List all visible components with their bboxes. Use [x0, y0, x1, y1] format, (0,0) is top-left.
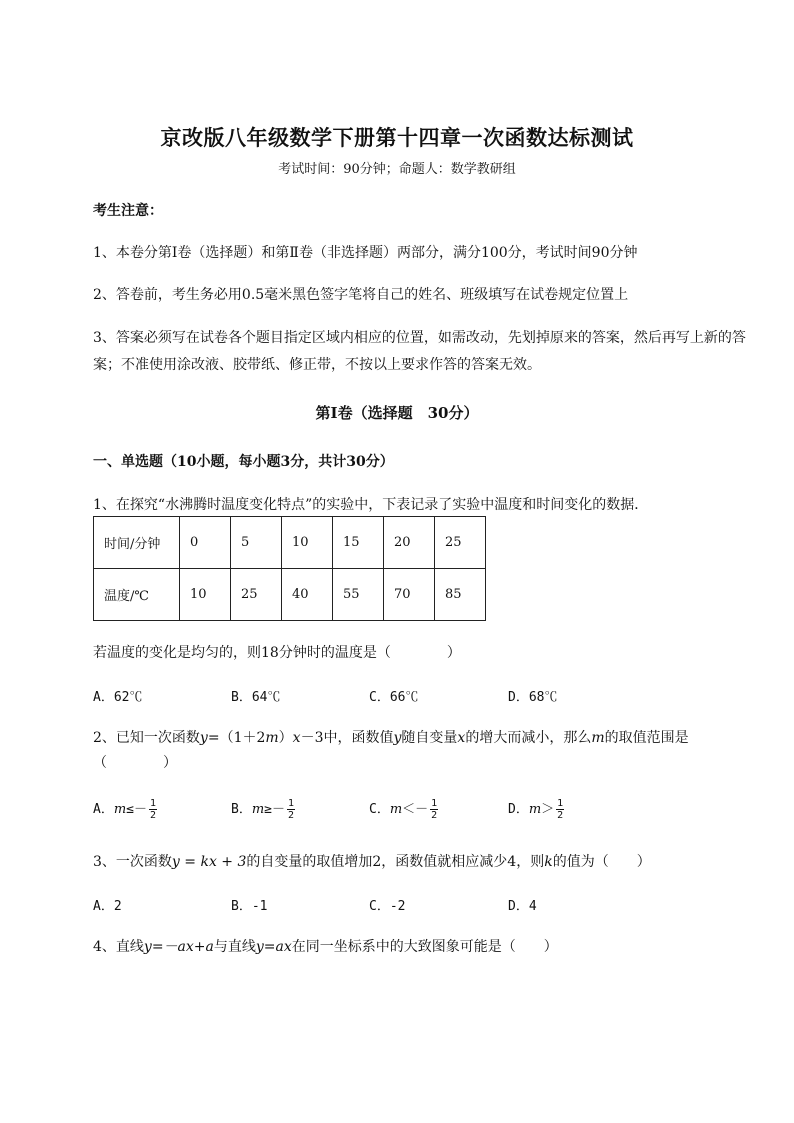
q2-option-b[interactable] [231, 798, 295, 821]
table-cell: 25 [435, 517, 486, 569]
q2-eq-end: －3中，函数值 [300, 730, 394, 746]
q3-stem [93, 851, 651, 871]
option-op: ≥－ [264, 802, 285, 817]
q2-var-x2: x [457, 730, 466, 746]
q3-option-a[interactable]: A．2 [93, 899, 122, 914]
fraction [556, 798, 564, 821]
q1-option-b[interactable]: B．64℃ [231, 690, 281, 705]
q2-suffix: 的取值范围是 [604, 730, 689, 746]
table-cell: 10 [180, 569, 231, 621]
option-op: ≤－ [126, 802, 147, 817]
q4-equation-2: y=ax [255, 939, 292, 955]
q2-prefix: 2、已知一次函数 [93, 730, 200, 746]
q2-var-y: y [199, 730, 208, 746]
section-title: 第I卷（选择题 30分） [315, 404, 479, 422]
fraction [287, 798, 295, 821]
q4-stem [93, 936, 558, 956]
option-var: m [113, 802, 127, 817]
fraction-den: 2 [287, 810, 295, 821]
table-cell: 时间/分钟 [94, 517, 180, 569]
fraction-num: 1 [557, 798, 564, 809]
q3-option-d[interactable]: D．4 [508, 899, 537, 914]
table-row-temp [94, 569, 486, 621]
q2-var-m: m [265, 730, 279, 746]
q3-option-c[interactable]: C．-2 [369, 899, 406, 914]
table-cell: 25 [231, 569, 282, 621]
table-cell: 40 [282, 569, 333, 621]
fraction-den: 2 [557, 810, 564, 821]
fraction-num: 1 [287, 798, 295, 809]
notice-item-1: 1、本卷分第I卷（选择题）和第Ⅱ卷（非选择题）两部分，满分100分，考试时间90分钟 [93, 245, 638, 261]
q2-option-d[interactable] [508, 798, 564, 821]
table-cell: 温度/℃ [94, 569, 180, 621]
q4-equation-1: y=－ax+a [143, 939, 214, 955]
option-var: m [389, 802, 403, 817]
q2-var-m2: m [591, 730, 605, 746]
q2-var-y2: y [393, 730, 402, 746]
page-title: 京改版八年级数学下册第十四章一次函数达标测试 [160, 125, 634, 150]
q2-option-a[interactable] [93, 798, 157, 821]
q1-option-d[interactable]: D．68℃ [508, 690, 558, 705]
q2-mid2: 随自变量 [401, 730, 458, 746]
q3-option-b[interactable]: B．-1 [231, 899, 268, 914]
table-cell: 15 [333, 517, 384, 569]
q3-equation: y = kx + 3 [171, 854, 247, 870]
option-var: m [528, 802, 542, 817]
q2-option-c[interactable] [369, 798, 438, 821]
option-label: C． [369, 802, 390, 817]
q4-mid: 与直线 [213, 939, 256, 955]
part-title: 一、单选题（10小题，每小题3分，共计30分） [93, 454, 394, 470]
q1-option-c[interactable]: C．66℃ [369, 690, 419, 705]
table-cell: 70 [384, 569, 435, 621]
table-cell: 85 [435, 569, 486, 621]
q2-eq-close: ） [278, 730, 293, 746]
q4-suffix: 在同一坐标系中的大致图象可能是（ ） [291, 939, 558, 955]
q2-eq-mid: =（1＋2 [207, 730, 266, 746]
fraction-den: 2 [149, 810, 157, 821]
q1-question: 若温度的变化是均匀的，则18分钟时的温度是（ ） [93, 645, 461, 661]
exam-info: 考试时间：90分钟；命题人：数学教研组 [278, 162, 516, 177]
option-label: B． [231, 802, 252, 817]
fraction [430, 798, 438, 821]
q1-data-table [93, 516, 486, 621]
q2-stem [93, 727, 689, 747]
option-label: A． [93, 802, 114, 817]
q2-paren: （ ） [93, 755, 177, 771]
q2-var-x: x [292, 730, 301, 746]
q2-mid3: 的增大而减小，那么 [465, 730, 592, 746]
notice-item-3: 3、答案必须写在试卷各个题目指定区域内相应的位置，如需改动，先划掉原来的答案，然后再写上新的答案；不准使用涂改液、胶带纸、修正带，不按以上要求作答的答案无效。 [93, 330, 746, 373]
q4-prefix: 4、直线 [93, 939, 144, 955]
table-cell: 55 [333, 569, 384, 621]
q1-stem: 1、在探究“水沸腾时温度变化特点”的实验中，下表记录了实验中温度和时间变化的数据． [93, 497, 649, 513]
table-cell: 5 [231, 517, 282, 569]
fraction-den: 2 [431, 810, 438, 821]
fraction-num: 1 [431, 798, 438, 809]
table-row-time [94, 517, 486, 569]
fraction [149, 798, 157, 821]
notice-item-2: 2、答卷前，考生务必用0.5毫米黑色签字笔将自己的姓名、班级填写在试卷规定位置上 [93, 287, 629, 303]
notice-heading: 考生注意： [93, 203, 163, 219]
table-cell: 20 [384, 517, 435, 569]
q3-var-k: k [544, 854, 553, 870]
q3-suffix: 的值为（ ） [552, 854, 651, 870]
q1-option-a[interactable]: A．62℃ [93, 690, 143, 705]
option-op: ＜－ [402, 802, 429, 817]
option-op: ＞ [541, 802, 555, 817]
q3-mid: 的自变量的取值增加2，函数值就相应减少4，则 [246, 854, 545, 870]
option-label: D． [508, 802, 529, 817]
table-cell: 0 [180, 517, 231, 569]
fraction-num: 1 [149, 798, 157, 809]
table-cell: 10 [282, 517, 333, 569]
option-var: m [251, 802, 265, 817]
q3-prefix: 3、一次函数 [93, 854, 172, 870]
